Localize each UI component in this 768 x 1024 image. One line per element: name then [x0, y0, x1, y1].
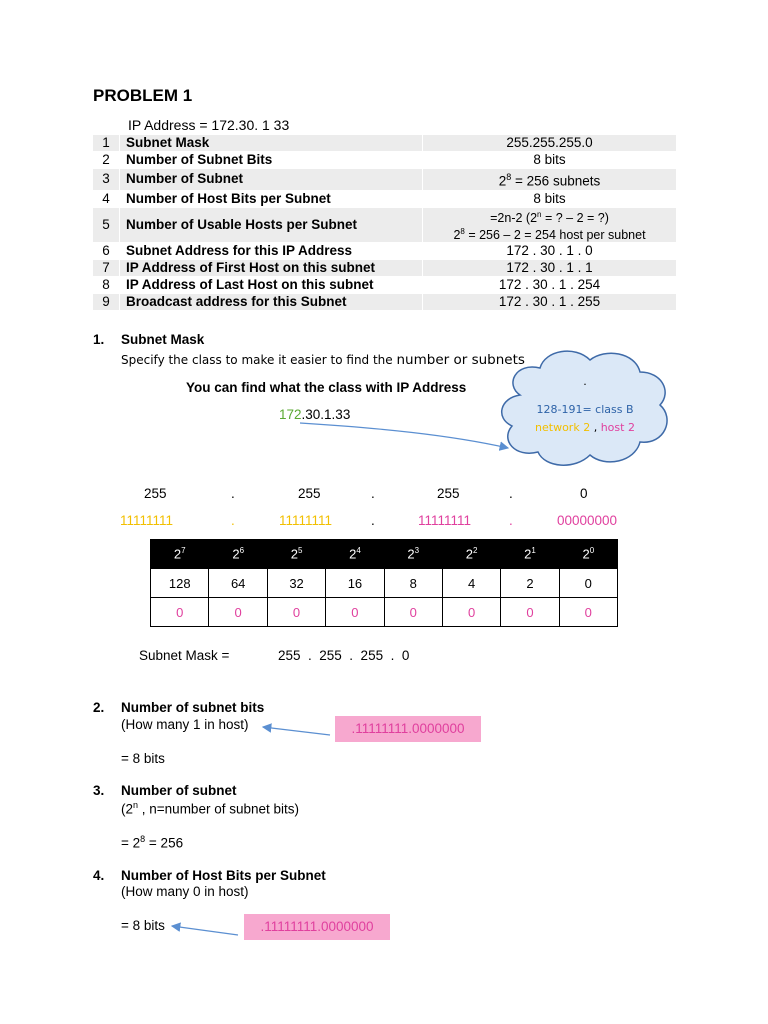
row-number: 2 [93, 152, 120, 169]
bit-zero-cell: 0 [267, 598, 325, 627]
row-value: 172 . 30 . 1 . 0 [423, 242, 677, 259]
power-base: 2 [524, 546, 532, 562]
power-base: 2 [290, 546, 298, 562]
row-value: 8 bits [423, 152, 677, 169]
table-row [151, 598, 618, 627]
result-exponent: 8 [140, 834, 146, 844]
bit-value-cell: 8 [384, 569, 442, 598]
section-4-sub: (How many 0 in host) [121, 884, 249, 899]
binary-highlight-box: .11111111.0000000 [335, 716, 481, 742]
row-number: 4 [93, 190, 120, 207]
octet-separator: . [231, 486, 235, 501]
binary-highlight-box: .11111111.0000000 [244, 914, 390, 940]
section-4-number: 4. [93, 868, 105, 883]
power-cell [267, 540, 325, 569]
bit-zero-cell: 0 [442, 598, 500, 627]
zeros-arrow [172, 926, 238, 935]
row-label: Number of Usable Hosts per Subnet [120, 207, 423, 242]
row-label: Number of Host Bits per Subnet [120, 190, 423, 207]
table-row [151, 540, 618, 569]
value-text: = ? – 2 = ?) [541, 210, 609, 225]
power-exponent: 1 [531, 546, 536, 556]
specify-text-a: Specify the class to make it easier to find the [121, 353, 397, 367]
ip-first-octet: 172 [279, 407, 302, 422]
power-cell [326, 540, 384, 569]
row-number: 3 [93, 169, 120, 191]
power-cell [209, 540, 267, 569]
row-number: 5 [93, 207, 120, 242]
section-3-sub [121, 800, 299, 817]
octet-binary: 00000000 [557, 513, 618, 528]
power-cell [559, 540, 617, 569]
ip-rest: .30.1.33 [301, 407, 351, 422]
bit-zero-cell: 0 [559, 598, 617, 627]
power-exponent: 0 [589, 546, 595, 556]
octet-decimal: 255 [298, 486, 321, 501]
row-label: IP Address of First Host on this subnet [120, 259, 423, 276]
subnet-mask-value: 255 . 255 . 255 . 0 [278, 648, 410, 663]
power-exponent: 3 [414, 546, 420, 556]
bit-zero-cell: 0 [209, 598, 267, 627]
power-exponent: 4 [356, 546, 361, 556]
row-number: 8 [93, 276, 120, 293]
table-row [151, 569, 618, 598]
bit-zero-cell: 0 [384, 598, 442, 627]
cloud-host: host 2 [600, 421, 635, 434]
row-value: 172 . 30 . 1 . 255 [423, 293, 677, 310]
bit-zero-cell: 0 [151, 598, 209, 627]
specify-text-b: number or subnets [396, 352, 525, 368]
power-exponent: 6 [239, 546, 245, 556]
bit-value-cell: 4 [442, 569, 500, 598]
row-label: IP Address of Last Host on this subnet [120, 276, 423, 293]
octet-separator: . [231, 513, 235, 528]
value-text: =2n-2 (2 [490, 210, 538, 225]
result-text: = 2 [121, 835, 141, 851]
subnet-mask-label: Subnet Mask = [139, 648, 230, 663]
section-1-number: 1. [93, 332, 105, 347]
page-title: PROBLEM 1 [93, 86, 193, 105]
bit-value-table [150, 539, 618, 627]
row-number: 7 [93, 259, 120, 276]
bit-value-cell: 0 [559, 569, 617, 598]
cloud-network-host [520, 421, 650, 434]
power-cell [442, 540, 500, 569]
row-value: 255.255.255.0 [423, 135, 677, 152]
power-base: 2 [349, 546, 357, 562]
power-base: 2 [407, 546, 415, 562]
value-rest: = 256 subnets [511, 173, 601, 189]
ip-to-cloud-arrow [300, 423, 508, 448]
row-value: 8 bits [423, 190, 677, 207]
cloud-dot: . [583, 375, 587, 388]
row-label: Subnet Address for this IP Address [120, 242, 423, 259]
bit-zero-cell: 0 [326, 598, 384, 627]
row-value: 172 . 30 . 1 . 1 [423, 259, 677, 276]
value-base: 2 [498, 173, 507, 189]
section-2-sub: (How many 1 in host) [121, 717, 249, 732]
power-base: 2 [582, 546, 590, 562]
value-text: 2 [453, 227, 461, 242]
octet-decimal: 0 [580, 486, 588, 501]
row-value: 172 . 30 . 1 . 254 [423, 276, 677, 293]
octet-decimal: 255 [437, 486, 460, 501]
value-exponent: 8 [460, 226, 465, 236]
section-4-heading: Number of Host Bits per Subnet [121, 868, 326, 883]
bit-zero-cell: 0 [501, 598, 559, 627]
section-4-result: = 8 bits [121, 918, 165, 933]
power-exponent: 2 [472, 546, 478, 556]
result-text: = 256 [145, 835, 184, 851]
bit-value-cell: 64 [209, 569, 267, 598]
formula-exponent: n [133, 800, 139, 810]
section-2-result: = 8 bits [121, 751, 165, 766]
octet-separator: . [371, 513, 375, 528]
octet-separator: . [509, 513, 513, 528]
ip-address-line: IP Address = 172.30. 1 33 [128, 117, 290, 133]
row-number: 6 [93, 242, 120, 259]
row-label: Number of Subnet Bits [120, 152, 423, 169]
formula-text: , n=number of subnet bits) [138, 801, 299, 817]
row-number: 9 [93, 293, 120, 310]
bit-value-cell: 2 [501, 569, 559, 598]
cloud-comma: , [590, 421, 601, 434]
octet-separator: . [509, 486, 513, 501]
octet-separator: . [371, 486, 375, 501]
value-text: = 256 – 2 = 254 host per subnet [464, 227, 646, 242]
section-2-heading: Number of subnet bits [121, 700, 265, 715]
cloud-network: network 2 [535, 421, 591, 434]
power-exponent: 5 [297, 546, 303, 556]
find-class-text: You can find what the class with IP Address [186, 380, 467, 395]
section-2-number: 2. [93, 700, 105, 715]
row-label: Number of Subnet [120, 169, 423, 191]
bit-value-cell: 32 [267, 569, 325, 598]
section-3-result [121, 834, 183, 851]
bit-value-cell: 128 [151, 569, 209, 598]
section-3-number: 3. [93, 783, 105, 798]
octet-binary: 11111111 [279, 513, 333, 528]
power-exponent: 7 [181, 546, 186, 556]
value-exponent: n [537, 209, 542, 219]
value-exponent: 8 [506, 172, 512, 182]
octet-binary: 11111111 [418, 513, 472, 528]
row-number: 1 [93, 135, 120, 152]
bit-value-cell: 16 [326, 569, 384, 598]
power-base: 2 [465, 546, 473, 562]
octet-binary: 11111111 [120, 513, 174, 528]
power-cell [384, 540, 442, 569]
ones-arrow [263, 727, 330, 735]
cloud-class-range: 128-191= class B [536, 403, 634, 416]
row-label: Subnet Mask [120, 135, 423, 152]
octet-decimal: 255 [144, 486, 167, 501]
section-1-heading: Subnet Mask [121, 332, 205, 347]
power-cell [501, 540, 559, 569]
power-base: 2 [173, 546, 182, 562]
section-3-heading: Number of subnet [121, 783, 237, 798]
power-base: 2 [232, 546, 240, 562]
power-cell [151, 540, 209, 569]
formula-text: (2 [121, 801, 134, 817]
row-label: Broadcast address for this Subnet [120, 293, 423, 310]
